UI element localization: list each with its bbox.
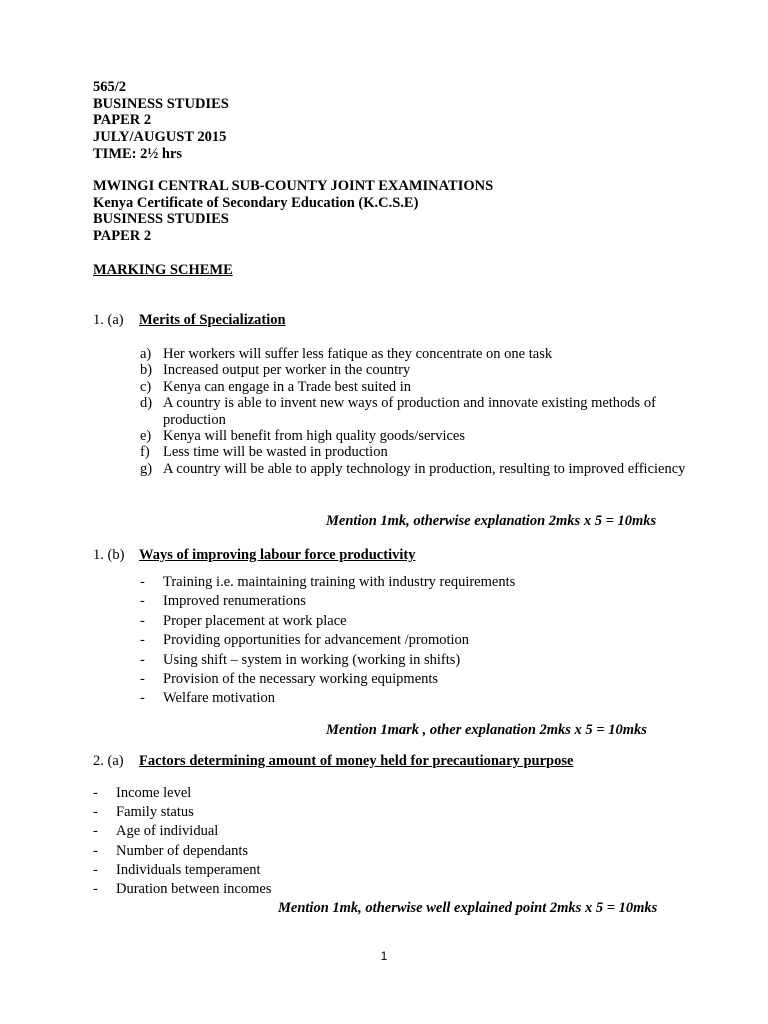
q2a-mark-note: Mention 1mk, otherwise well explained point 2mks x 5 = 10mks — [278, 900, 658, 916]
q1a-number: 1. (a) — [93, 312, 124, 328]
list-item: - Provision of the necessary working equipments — [140, 671, 439, 688]
exam-time: TIME: 2½ hrs — [93, 145, 183, 162]
q2a-number: 2. (a) — [93, 753, 124, 769]
q1a-title: Merits of Specialization — [139, 312, 286, 328]
q1a-heading — [93, 312, 286, 329]
list-item: a) Her workers will suffer less fatique as they concentrate on one task — [140, 346, 553, 362]
list-item: c) Kenya can engage in a Trade best suited in — [140, 378, 412, 395]
exam-date: JULY/AUGUST 2015 — [93, 129, 227, 146]
q1b-title: Ways of improving labour force productivity — [139, 547, 416, 563]
certificate-title: Kenya Certificate of Secondary Education (K.C.S.E) — [93, 194, 419, 211]
list-item: - Using shift – system in working (working in shifts) — [140, 651, 461, 668]
marking-scheme-heading: MARKING SCHEME — [93, 262, 233, 278]
list-item: - Individuals temperament — [93, 861, 261, 878]
q1a-mark-note: Mention 1mk, otherwise explanation 2mks x 5 = 10mks — [326, 513, 657, 529]
q1b-number: 1. (b) — [93, 547, 125, 563]
exam-title-block — [93, 178, 493, 245]
exam-header — [93, 79, 229, 163]
list-item: - Age of individual — [93, 823, 219, 840]
list-item: e) Kenya will benefit from high quality goods/services — [140, 428, 466, 445]
paper-number: PAPER 2 — [93, 112, 152, 129]
list-item: - Duration between incomes — [93, 881, 272, 898]
q1b-heading — [93, 547, 415, 564]
list-item: b) Increased output per worker in the country — [140, 362, 411, 379]
q2a-title: Factors determining amount of money held for precautionary purpose — [139, 753, 574, 769]
list-item: - Number of dependants — [93, 842, 249, 859]
q2a-heading — [93, 753, 573, 770]
q2a-list — [93, 784, 271, 899]
paper-code: 565/2 — [93, 79, 127, 95]
page-number: 1 — [380, 949, 388, 963]
paper-repeat: PAPER 2 — [93, 228, 152, 245]
q1a-list — [140, 346, 700, 477]
list-item: - Income level — [93, 785, 192, 801]
exam-body-title: MWINGI CENTRAL SUB-COUNTY JOINT EXAMINATIONS — [93, 178, 494, 194]
list-item: g) A country will be able to apply technology in production, resulting to improved efficiency — [140, 460, 686, 477]
q1b-mark-note: Mention 1mark , other explanation 2mks x 5 = 10mks — [326, 722, 647, 738]
list-item: d) A country is able to invent new ways of production and innovate existing methods of production — [140, 395, 656, 428]
list-item: - Improved renumerations — [140, 593, 306, 610]
subject-repeat: BUSINESS STUDIES — [93, 211, 229, 228]
list-item: - Family status — [93, 804, 194, 821]
list-item: - Training i.e. maintaining training with industry requirements — [140, 574, 516, 590]
q1b-list — [140, 573, 515, 709]
subject: BUSINESS STUDIES — [93, 95, 229, 112]
list-item: - Providing opportunities for advancement /promotion — [140, 632, 470, 649]
list-item: - Welfare motivation — [140, 690, 275, 707]
list-item: - Proper placement at work place — [140, 612, 347, 629]
list-item: f) Less time will be wasted in production — [140, 444, 388, 461]
